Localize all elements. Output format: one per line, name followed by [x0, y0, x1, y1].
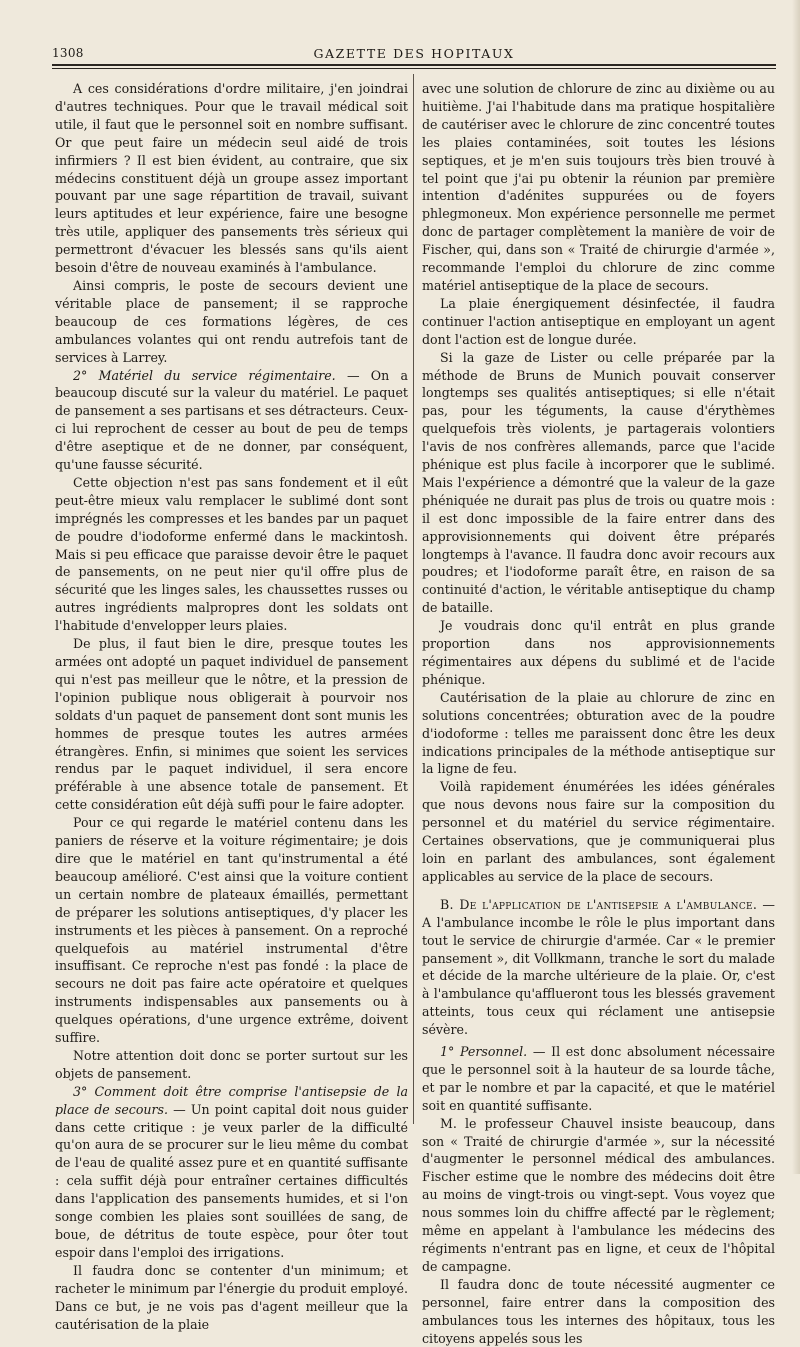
section-heading: 1° Personnel. [440, 1044, 528, 1060]
paragraph: A ces considérations d'ordre militaire, j'en joindrai d'autres techniques. Pour que le travail médical soit utile, il faut que le personnel soit en nombre suffisant. Or que peut faire un médecin seul aidé de trois infirmiers ? Il est bien évident, au contraire, que six médecins constituent déjà un groupe assez important pouvant par une sage répartition de travail, suivant leurs aptitudes et leur expérience, faire une besogne très utile, appliquer des pansements très sérieux qui permettront d'évacuer les blessés sans qu'ils aient besoin d'être de nouveau examinés à l'ambulance. [55, 81, 408, 276]
paragraph: Ainsi compris, le poste de secours devient une véritable place de pansement; il se rapproche beaucoup de ces formations légères, de ces ambulances volantes qui ont rendu autrefois tant de services à Larrey. [55, 277, 408, 365]
paragraph: Cautérisation de la plaie au chlorure de zinc en solutions concentrées; obturation avec de la poudre d'iodoforme : telles me paraissent donc être les deux indications principales de la méthode antiseptique sur la ligne de feu. [422, 689, 775, 777]
page-edge-shadow [792, 0, 800, 1174]
section-heading: B. De l'application de l'antisepsie a l'ambulance. [440, 896, 758, 912]
paragraph: Je voudrais donc qu'il entrât en plus grande proportion dans nos approvisionnements régimentaires aux dépens du sublimé et de l'acide phénique. [422, 618, 775, 687]
paragraph: Cette objection n'est pas sans fondement et il eût peut-être mieux valu remplacer le sublimé dont sont imprégnés les compresses et les bandes par un paquet de poudre d'iodoforme enfermé dans le mackintosh. Mais si peu efficace que paraisse devoir être le paquet de pansements, on ne peut nier qu'il offre plus de sécurité que les linges sales, les chaussettes russes ou autres ingrédients malpropres dont les soldats ont l'habitude d'envelopper leurs plaies. [55, 474, 408, 634]
paragraph: 3° Comment doit être comprise l'antisepsie de la place de secours. — Un point capital doit nous guider dans cette critique : je veux parler de la difficulté qu'on aura de se procurer sur le lieu même du combat de l'eau de qualité assez pure et en quantité suffisante : cela suffit déjà pour entraîner certaines difficultés dans l'application des pansements humides, et si l'on songe combien les plaies sont souillées de sang, de boue, de détritus de toute espèce, pour ôter tout espoir dans l'emploi des irrigations. [55, 1083, 408, 1260]
header-rule-thin [52, 68, 776, 69]
column-divider [413, 74, 414, 1124]
paragraph: 2° Matériel du service régimentaire. — On a beaucoup discuté sur la valeur du matériel. Le paquet de pansement a ses partisans et ses détracteurs. Ceux-ci lui reprochent de cesser au bout de peu de temps d'être aseptique et de ne donner, par conséquent, qu'une fausse sécurité. [55, 367, 408, 473]
section-heading: 2° Matériel du service régimentaire. [73, 367, 336, 383]
paragraph: Notre attention doit donc se porter surtout sur les objets de pansement. [55, 1047, 408, 1081]
paragraph: B. De l'application de l'antisepsie a l'ambulance. — A l'ambulance incombe le rôle le plus important dans tout le service de chirurgie d'armée. Car « le premier pansement », dit Vollkmann, tranche le sort du malade et décide de la marche ultérieure de la plaie. Or, c'est à l'ambulance qu'afflueront tous les blessés gravement atteints, tous ceux qui réclament une antisepsie sévère. [422, 896, 775, 1038]
paragraph: avec une solution de chlorure de zinc au dixième ou au huitième. J'ai l'habitude dans ma pratique hospitalière de cautériser avec le chlorure de zinc concentré toutes les plaies contaminées, soit toutes les lésions septiques, et je m'en suis toujours très bien trouvé à tel point que j'ai pu obtenir la réunion par première intention d'adénites suppurées ou de foyers phlegmoneux. Mon expérience personnelle me permet donc de partager complètement la manière de voir de Fischer, qui, dans son « Traité de chirurgie d'armée », recommande l'emploi du chlorure de zinc comme matériel antiseptique de la place de secours. [422, 81, 775, 293]
left-column [55, 80, 408, 1333]
header-rule-thick [52, 64, 776, 66]
running-title: GAZETTE DES HOPITAUX [313, 46, 515, 61]
paragraph: 1° Personnel. — Il est donc absolument nécessaire que le personnel soit à la hauteur de sa lourde tâche, et par le nombre et par la capacité, et que le matériel soit en quantité suffisante. [422, 1044, 775, 1113]
right-column [422, 80, 775, 1347]
page-header [52, 42, 776, 64]
paragraph: De plus, il faut bien le dire, presque toutes les armées ont adopté un paquet individuel de pansement qui n'est pas meilleur que le nôtre, et la pression de l'opinion publique nous obligerait à pourvoir nos soldats d'un paquet de pansement dont sont munis les hommes de presque toutes les autres armées étrangères. Enfin, si minimes que soient les services rendus par le paquet individuel, il sera encore préférable à une absence totale de pansement. Et cette considération eût déjà suffi pour le faire adopter. [55, 636, 408, 813]
paragraph: Si la gaze de Lister ou celle préparée par la méthode de Bruns de Munich pouvait conserver longtemps ses qualités antiseptiques; si elle n'était pas, pour les téguments, la cause d'érythèmes quelquefois très violents, je partagerais volontiers l'avis de nos confrères allemands, parce que l'acide phénique est plus facile à incorporer que le sublimé. Mais l'expérience a démontré que la valeur de la gaze phéniquée ne durait pas plus de trois ou quatre mois : il est donc impossible de la faire entrer dans des approvisionnements qui doivent être préparés longtemps à l'avance. Il faudra donc avoir recours aux poudres; et l'iodoforme paraît être, en raison de sa continuité d'action, le véritable antiseptique du champ de bataille. [422, 349, 775, 616]
paragraph: Voilà rapidement énumérées les idées générales que nous devons nous faire sur la composition du personnel et du matériel du service régimentaire. Certaines observations, que je communiquerai plus loin en parlant des ambulances, sont également applicables au service de la place de secours. [422, 779, 775, 884]
paragraph: M. le professeur Chauvel insiste beaucoup, dans son « Traité de chirurgie d'armée », sur la nécessité d'augmenter le personnel médical des ambulances. Fischer estime que le nombre des médecins doit être au moins de vingt-trois ou vingt-sept. Vous voyez que nous sommes loin du chiffre affecté par le règlement; même en appelant à l'ambulance les médecins des régiments n'entrant pas en ligne, et ceux de l'hôpital de campagne. [422, 1115, 775, 1274]
page-number: 1308 [52, 46, 84, 60]
paragraph: Il faudra donc de toute nécessité augmenter ce personnel, faire entrer dans la composition des ambulances tous les internes des hôpitaux, tous les citoyens appelés sous les [422, 1276, 775, 1346]
paragraph: Pour ce qui regarde le matériel contenu dans les paniers de réserve et la voiture régimentaire; je dois dire que le matériel en tant qu'instrumental a été beaucoup amélioré. C'est ainsi que la voiture contient un certain nombre de plateaux émaillés, permettant de préparer les solutions antiseptiques, d'y placer les instruments et les pièces à pansement. On a reproché quelquefois au matériel instrumental d'être insuffisant. Ce reproche n'est pas fondé : la place de secours ne doit pas faire acte opératoire et quelques instruments indispensables aux pansements ou à quelques opérations, d'une urgence extrême, doivent suffire. [55, 815, 408, 1046]
paragraph: La plaie énergiquement désinfectée, il faudra continuer l'action antiseptique en employant un agent dont l'action est de longue durée. [422, 295, 775, 347]
section-heading: 3° Comment doit être comprise l'antisepsie de la place de secours. [55, 1083, 408, 1117]
paragraph: Il faudra donc se contenter d'un minimum; et racheter le minimum par l'énergie du produit employé. Dans ce but, je ne vois pas d'agent meilleur que la cautérisation de la plaie [55, 1262, 408, 1332]
